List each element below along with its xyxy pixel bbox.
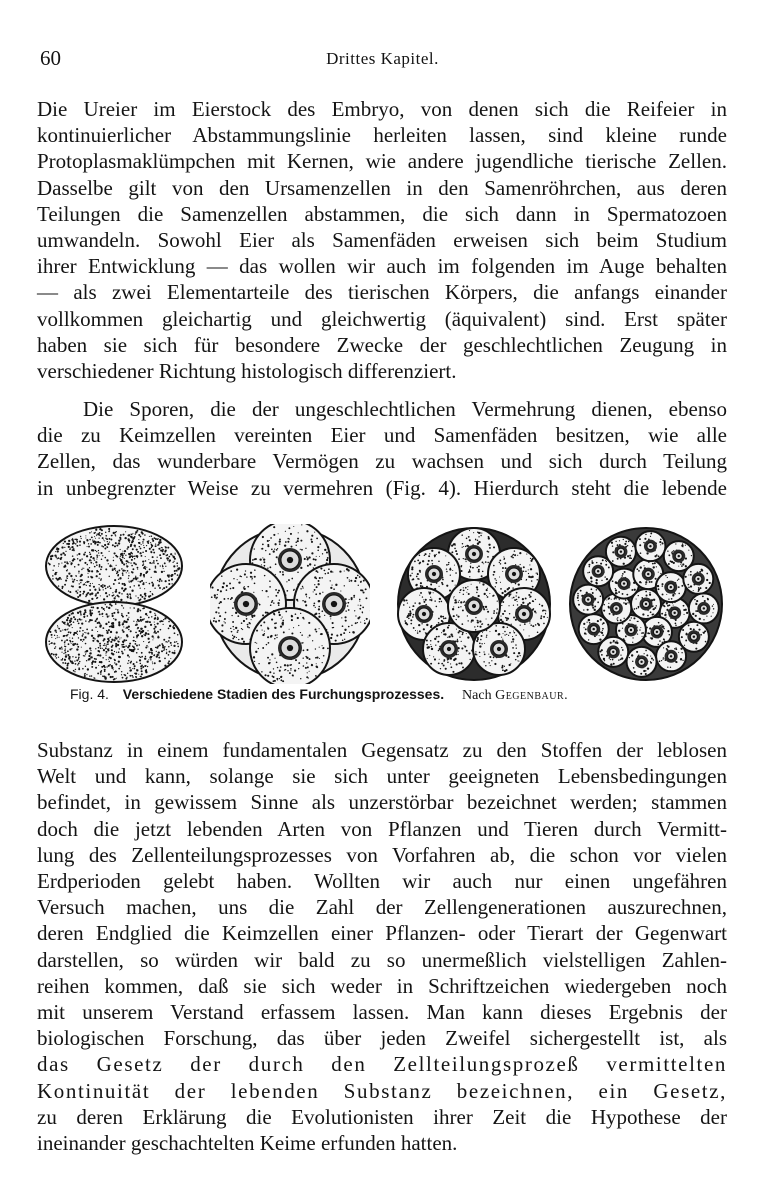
figure-caption-text: Verschiedene Stadien des Furchungsprozesses. xyxy=(122,686,445,702)
text-line: doch die jetzt lebenden Arten von Pflanzen und Tieren durch Vermitt- xyxy=(37,816,727,841)
text-line: Erdperioden gelebt haben. Wollten wir auch nur einen ungefähren xyxy=(37,869,727,894)
text-line: Zellen, das wunderbare Vermögen zu wachsen und sich durch Teilung xyxy=(37,449,727,474)
two-cell-stage-illustration xyxy=(34,524,194,684)
page-number: 60 xyxy=(40,46,61,70)
figure-source-prefix: Nach xyxy=(462,688,492,703)
cell-blastomere xyxy=(656,572,686,602)
text-line: ineinander geschachtelten Keime erfunden hatten. xyxy=(37,1131,458,1156)
text-line: biologischen Forschung, das über jeden Zweifel sichergestellt ist, als xyxy=(37,1026,727,1051)
cell-blastomere xyxy=(573,585,603,615)
cell-blastomere xyxy=(579,614,609,644)
text-line: reihen kommen, daß sie sich weder in Schriftzeichen wiedergeben noch xyxy=(37,973,727,998)
four-cell-stage-illustration xyxy=(210,524,370,684)
text-line: darstellen, so würden wir bald zu so unermeßlich vielstelligen Zahlen- xyxy=(37,947,727,972)
text-line: Welt und kann, solange sie sich unter geeigneten Lebensbedingungen xyxy=(37,764,727,789)
cell-blastomere xyxy=(250,608,330,684)
text-line: Die Sporen, die der ungeschlechtlichen Vermehrung dienen, ebenso xyxy=(83,397,727,421)
text-line: vollkommen gleichartig und gleichwertig (äquivalent) sind. Erst später xyxy=(37,306,727,331)
text-line: ihrer Entwicklung — das wollen wir auch im folgenden im Auge behalten xyxy=(37,254,727,279)
text-line: umwandeln. Sowohl Eier als Samenfäden erweisen sich beim Studium xyxy=(37,228,727,253)
figure-cleavage-stages xyxy=(34,524,734,684)
text-line-emphasis: das Gesetz der durch den Zellteilungsprozeß vermittelten xyxy=(37,1052,727,1077)
cell-blastomere xyxy=(635,531,665,561)
text-line: verschiedener Richtung histologisch differenziert. xyxy=(37,359,457,384)
text-line: Die Ureier im Eierstock des Embryo, von denen sich die Reifeier in xyxy=(37,97,727,121)
text-line: Versuch machen, uns die Zahl der Zellengenerationen auszurechnen, xyxy=(37,895,727,920)
text-line: die zu Keimzellen vereinten Eier und Samenfäden besitzen, wie alle xyxy=(37,423,727,448)
cell-blastomere xyxy=(606,537,636,567)
text-line: kontinuierlicher Abstammungslinie herleiten lassen, sind kleine runde xyxy=(37,123,727,148)
text-line: in unbegrenzter Weise zu vermehren (Fig. 4). Hierdurch steht die lebende xyxy=(37,475,727,500)
eight-cell-stage-illustration xyxy=(394,524,554,684)
text-line: befindet, in gewissem Sinne als unzerstörbar bezeichnet werden; stammen xyxy=(37,790,727,815)
text-line-emphasis: Kontinuität der lebenden Substanz bezeichnen, ein Gesetz, xyxy=(37,1078,727,1103)
text-line: Protoplasmaklümpchen mit Kernen, wie andere jugendliche tierische Zellen. xyxy=(37,149,727,174)
cell-blastomere xyxy=(448,580,500,632)
cell-blastomere xyxy=(627,647,657,677)
text-line: deren Endglied die Keimzellen einer Pflanzen- oder Tierart der Gegenwart xyxy=(37,921,727,946)
figure-caption xyxy=(70,686,710,704)
cell-blastomere xyxy=(689,593,719,623)
text-line: haben sie sich für besondere Zwecke der geschlechtlichen Zeugung in xyxy=(37,332,727,357)
figure-source xyxy=(462,688,568,703)
cell-blastomere xyxy=(683,564,713,594)
text-line: Teilungen die Samenzellen abstammen, die sich dann in Spermatozoen xyxy=(37,201,727,226)
text-line: lung des Zellenteilungsprozesses von Vorfahren ab, die schon vor vielen xyxy=(37,842,727,867)
text-line: mit unserem Verstand erfassem lassen. Man kann dieses Ergebnis der xyxy=(37,1000,727,1025)
morula-stage-illustration xyxy=(566,524,726,684)
text-line: Substanz in einem fundamentalen Gegensatz zu den Stoffen der leblosen xyxy=(37,738,727,762)
figure-label: Fig. 4. xyxy=(70,686,109,702)
paragraph-2 xyxy=(37,396,727,501)
paragraph-3 xyxy=(37,737,727,1156)
cell-blastomere xyxy=(46,602,182,682)
cell-blastomere xyxy=(46,526,182,606)
text-line: zu deren Erklärung die Evolutionisten ihrer Zeit die Hypothese der xyxy=(37,1104,727,1129)
text-line: Dasselbe gilt von den Ursamenzellen in den Samenröhrchen, aus deren xyxy=(37,175,727,200)
text-line: — als zwei Elementarteile des tierischen Körpers, die anfangs einander xyxy=(37,280,727,305)
paragraph-1 xyxy=(37,96,727,384)
figure-source-author: Gegenbaur. xyxy=(495,688,569,703)
cell-blastomere xyxy=(656,641,686,671)
cells xyxy=(46,526,182,682)
running-title: Drittes Kapitel. xyxy=(326,49,439,68)
